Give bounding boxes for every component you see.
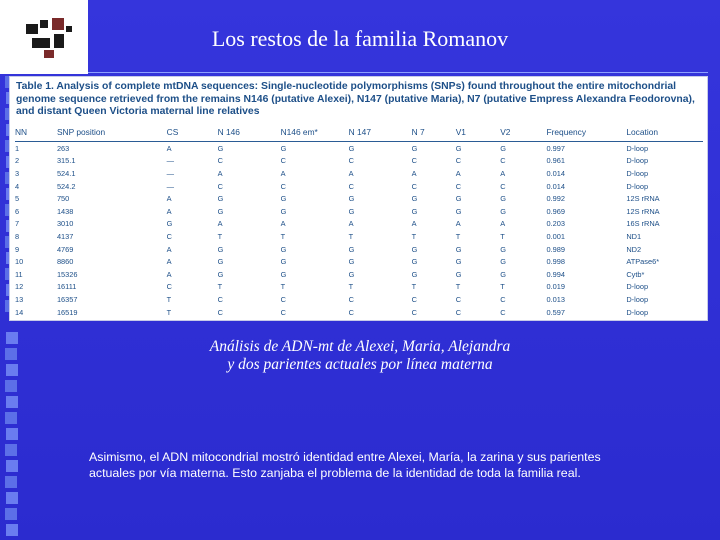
table-cell: A [411, 219, 417, 229]
table-row [15, 142, 703, 155]
table-cell: G [455, 206, 462, 216]
table-cell: G [166, 219, 173, 229]
table-cell: — [166, 181, 175, 191]
table-cell: G [500, 257, 506, 267]
table-cell: T [411, 282, 417, 292]
table-cell: 0.998 [546, 257, 565, 267]
table-cell: G [348, 244, 355, 254]
table-cell: 16519 [56, 307, 78, 317]
table-cell: A [166, 206, 172, 216]
table-cell: A [280, 168, 286, 178]
table-cell: D-loop [626, 181, 649, 191]
table-cell: A [217, 168, 223, 178]
table-cell: 0.019 [546, 282, 565, 292]
table-cell: 0.994 [546, 269, 565, 279]
table-cell: C [500, 294, 506, 304]
table-cell: 8 [15, 231, 20, 241]
table-cell: ND1 [626, 231, 642, 241]
table-row [15, 218, 703, 231]
table-cell: 524.2 [56, 181, 76, 191]
table-cell: C [217, 307, 223, 317]
table-cell: C [280, 294, 286, 304]
table-row [15, 268, 703, 281]
table-cell: C [455, 307, 462, 317]
table-cell: G [280, 194, 287, 204]
column-header: N 147 [349, 126, 412, 142]
table-cell: T [455, 282, 461, 292]
table-cell: 12S rRNA [626, 206, 660, 216]
table-cell: G [217, 244, 224, 254]
table-cell: Cytb* [626, 269, 645, 279]
table-cell: G [411, 194, 418, 204]
table-cell: G [217, 257, 224, 267]
table-cell: C [348, 294, 354, 304]
table-cell: G [217, 269, 224, 279]
table-cell: C [217, 181, 223, 191]
table-row [15, 255, 703, 268]
table-cell: G [280, 269, 287, 279]
table-cell: C [500, 307, 506, 317]
table-cell: A [166, 143, 172, 153]
table-cell: C [217, 156, 223, 166]
table-cell: 16111 [56, 282, 77, 292]
table-cell: 263 [56, 143, 70, 153]
table-cell: 750 [56, 194, 70, 204]
column-header: N 7 [412, 126, 456, 142]
table-cell: A [166, 257, 172, 267]
table-cell: A [411, 168, 417, 178]
table-cell: T [348, 282, 354, 292]
table-cell: T [166, 294, 172, 304]
table-cell: G [348, 206, 355, 216]
table-row [15, 306, 703, 319]
table-cell: 0.992 [546, 194, 565, 204]
title-divider [88, 72, 708, 73]
slide-subtitle [0, 338, 720, 374]
table-cell: G [280, 206, 287, 216]
table-cell: G [411, 269, 418, 279]
table-cell: A [500, 219, 506, 229]
table-cell: 4137 [56, 231, 74, 241]
column-header: CS [167, 126, 218, 142]
table-cell: A [500, 168, 506, 178]
column-header: N 146 [218, 126, 281, 142]
table-cell: G [348, 194, 355, 204]
table-cell: C [348, 307, 354, 317]
table-cell: A [166, 244, 172, 254]
table-cell: 4 [15, 181, 20, 191]
column-header: N146 em* [281, 126, 349, 142]
table-cell: G [411, 206, 418, 216]
snp-table [15, 126, 703, 318]
table-cell: C [280, 307, 286, 317]
table-cell: 1438 [56, 206, 74, 216]
table-cell: C [455, 181, 462, 191]
table-cell: A [166, 194, 172, 204]
table-cell: 0.997 [546, 143, 565, 153]
table-cell: G [455, 269, 462, 279]
table-cell: C [166, 231, 172, 241]
table-cell: G [217, 206, 224, 216]
table-cell: T [455, 231, 461, 241]
table-figure [9, 76, 708, 321]
column-header: SNP position [57, 126, 167, 142]
table-body [15, 142, 703, 319]
table-cell: C [500, 156, 506, 166]
table-cell: 12S rRNA [626, 194, 660, 204]
table-cell: A [455, 219, 461, 229]
table-cell: D-loop [626, 168, 649, 178]
table-cell: G [455, 244, 462, 254]
column-header: V2 [500, 126, 546, 142]
table-cell: 5 [15, 194, 20, 204]
table-cell: 15326 [56, 269, 78, 279]
table-cell: G [348, 143, 355, 153]
table-cell: 6 [15, 206, 20, 216]
table-cell: 9 [15, 244, 20, 254]
table-cell: 3 [15, 168, 20, 178]
table-cell: A [348, 168, 354, 178]
table-cell: C [348, 156, 354, 166]
table-cell: 13 [15, 294, 24, 304]
table-cell: C [455, 156, 462, 166]
table-cell: 0.989 [546, 244, 565, 254]
table-cell: 524.1 [56, 168, 76, 178]
subtitle-line-1: Análisis de ADN-mt de Alexei, Maria, Alejandra [209, 338, 511, 355]
column-header: Location [626, 126, 703, 142]
table-cell: G [500, 244, 506, 254]
table-cell: G [411, 257, 418, 267]
table-cell: C [455, 294, 462, 304]
table-cell: ATPase6* [626, 257, 660, 267]
table-cell: G [348, 257, 355, 267]
column-header: NN [15, 126, 57, 142]
table-cell: D-loop [626, 307, 649, 317]
column-header: V1 [456, 126, 500, 142]
table-cell: 16S rRNA [626, 219, 660, 229]
table-cell: T [217, 231, 223, 241]
table-cell: 8860 [56, 257, 74, 267]
table-cell: 7 [15, 219, 20, 229]
table-row [15, 205, 703, 218]
table-row [15, 243, 703, 256]
table-cell: G [280, 257, 287, 267]
table-cell: G [500, 194, 506, 204]
table-cell: 16357 [56, 294, 78, 304]
table-cell: G [500, 269, 506, 279]
table-cell: 12 [15, 282, 24, 292]
column-header: Frequency [546, 126, 626, 142]
table-cell: A [280, 219, 286, 229]
table-cell: G [455, 257, 462, 267]
table-cell: A [455, 168, 461, 178]
table-cell: C [411, 307, 417, 317]
table-row [15, 167, 703, 180]
table-cell: G [500, 143, 506, 153]
table-cell: 0.001 [546, 231, 565, 241]
table-row [15, 155, 703, 168]
table-cell: A [217, 219, 223, 229]
table-cell: C [411, 156, 417, 166]
table-cell: 0.597 [546, 307, 565, 317]
table-cell: 315.1 [56, 156, 76, 166]
table-header-row [15, 126, 703, 142]
table-cell: T [500, 282, 505, 292]
table-cell: — [166, 156, 175, 166]
table-cell: G [455, 143, 462, 153]
table-cell: A [348, 219, 354, 229]
table-cell: T [217, 282, 223, 292]
body-paragraph: Asimismo, el ADN mitocondrial mostró identidad entre Alexei, María, la zarina y sus parientes actuales por vía materna. Esto zanjaba el problema de la identidad de toda la familia real. [89, 450, 601, 480]
table-cell: G [500, 206, 506, 216]
table-cell: 2 [15, 156, 20, 166]
table-cell: 0.014 [546, 168, 565, 178]
table-cell: C [166, 282, 172, 292]
table-cell: G [411, 143, 418, 153]
table-cell: 10 [15, 257, 24, 267]
table-row [15, 192, 703, 205]
table-cell: C [411, 181, 417, 191]
table-row [15, 293, 703, 306]
table-row [15, 230, 703, 243]
table-cell: ND2 [626, 244, 642, 254]
table-cell: G [411, 244, 418, 254]
table-cell: 0.961 [546, 156, 565, 166]
table-cell: 0.013 [546, 294, 565, 304]
table-cell: D-loop [626, 282, 649, 292]
table-cell: C [500, 181, 506, 191]
table-cell: G [348, 269, 355, 279]
table-cell: T [500, 231, 505, 241]
table-cell: C [217, 294, 223, 304]
table-cell: 3010 [56, 219, 74, 229]
table-cell: G [280, 143, 287, 153]
table-cell: 1 [15, 143, 20, 153]
table-cell: G [455, 194, 462, 204]
subtitle-line-2: y dos parientes actuales por línea materna [227, 356, 493, 373]
table-cell: G [217, 194, 224, 204]
slide-title: Los restos de la familia Romanov [211, 26, 509, 51]
table-cell: 0.203 [546, 219, 565, 229]
table-row [15, 281, 703, 294]
table-cell: 4769 [56, 244, 74, 254]
table-cell: 0.969 [546, 206, 565, 216]
table-cell: T [280, 231, 286, 241]
table-caption: Table 1. Analysis of complete mtDNA sequences: Single-nucleotide polymorphisms (SNPs) found throughout the entire mitochondrial genome sequence retrieved from the remains N146 (putative Alexei), N147 (putative Maria), N7 (putative Empress Alexandra Feodorovna), and distant Queen Victoria maternal line relatives [16, 81, 695, 117]
table-cell: C [348, 181, 354, 191]
table-cell: 0.014 [546, 181, 565, 191]
table-cell: G [217, 143, 224, 153]
table-cell: D-loop [626, 294, 649, 304]
table-cell: T [280, 282, 286, 292]
table-cell: C [280, 156, 286, 166]
table-cell: A [166, 269, 172, 279]
table-cell: T [348, 231, 354, 241]
table-cell: T [166, 307, 172, 317]
table-cell: D-loop [626, 156, 649, 166]
table-cell: D-loop [626, 143, 649, 153]
table-cell: 14 [15, 307, 24, 317]
table-cell: T [411, 231, 417, 241]
table-cell: C [411, 294, 417, 304]
table-cell: 11 [15, 269, 23, 279]
table-cell: — [166, 168, 175, 178]
table-row [15, 180, 703, 193]
table-cell: G [280, 244, 287, 254]
table-cell: C [280, 181, 286, 191]
